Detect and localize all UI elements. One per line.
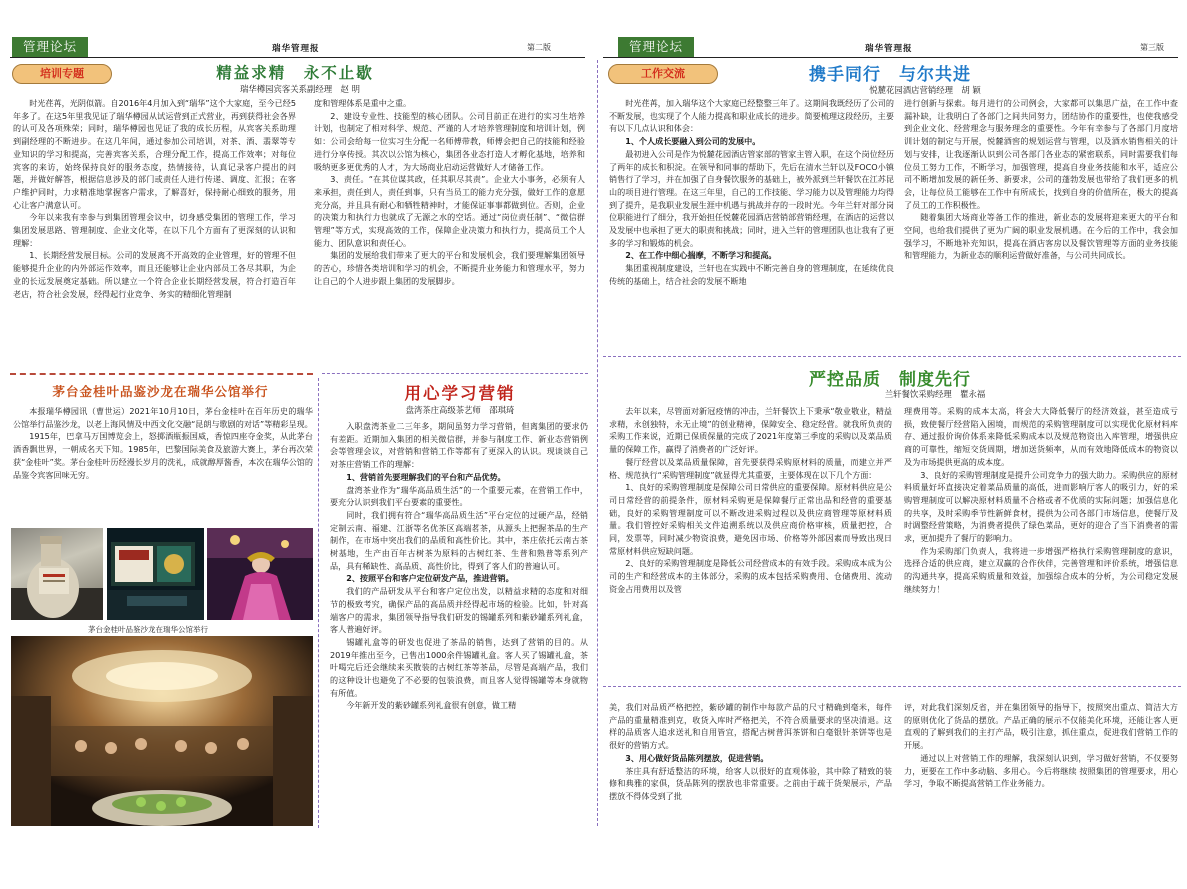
article2-bottom-divider	[603, 356, 1181, 357]
article4-top-divider	[322, 373, 588, 374]
article5-column-1	[609, 405, 892, 667]
photo-salon-hall	[11, 636, 313, 826]
paragraph: 进行创新与探索。每月进行的公司例会，大家都可以集思广益，在工作中查漏补缺，让我明白了各部门之间共同努力，团结协作的重要性，也使我感受到企业文化、经营理念与服务理念的重要性。今年有幸参与了各部门月度培训计划的制定与开展，悦麓酒窖的规划运营与管理，以及酒水销售相关的计划与安排，让我逐渐认识到公司各部门各业态的紧密联系，同时需要我们每位员工努力工作，不断学习，加强管理，提高自身业务技能和水平，适应公司不断增加发展的新任务、新要求，公司的蓬勃发展也带给了我们更多的机会，让每位员工能够在工作中有所成长，找到自身的价值所在，极大的提高了员工的工作积极性。	[904, 98, 1178, 210]
article1-title: 精益求精 永不止歇	[216, 64, 374, 82]
paragraph: 1、良好的采购管理制度是保障公司日常供应的重要保障。原材料供应是公司日常经营的前提条件，原材料采购更是保障餐厅正常出品和经营的重要基础，良好的采购管理制度可以不断改进采购过程以及供应商管理等原材料质量。我们管控好采购相关文件追溯系统以及供应商价格审核，质量把控，合同，发票等，同时减少物资浪费，避免因市场、价格等外部因素而导致出现日常原材料供应短缺问题。	[609, 482, 892, 556]
photo-opera-performer	[207, 528, 313, 620]
paragraph: 3、用心做好货品陈列摆放，促进营销。	[625, 752, 769, 763]
paragraph: 去年以来，尽管面对新冠疫情的冲击，兰轩餐饮上下秉承“敬业敬业，精益求精，永创独特，永无止境”的创业精神，保障安全、稳定经营。就我所负责的采购工作来说，近期已保质保量的完成了2021年度第三季度的采购以及菜品质量的保障工作，赢得了消费者的广泛好评。	[609, 406, 892, 455]
article2-title: 携手同行 与尔共进	[809, 65, 971, 85]
article1-column-2	[314, 97, 585, 367]
paragraph: 集团的发展给我们带来了更大的平台和发展机会，我们要理解集团领导的苦心，珍惜各类培训和学习的机会，不断提升业务能力和管理水平，努力让自己的个人进步跟上集团的发展脚步。	[314, 250, 585, 286]
article1-byline: 瑞华樽园宾客关系副经理 赵 明	[240, 84, 360, 94]
paragraph: 1、个人成长要融入到公司的发展中。	[625, 136, 761, 147]
paragraph: 盘湾茶业作为“瑞华高品质生活”的一个重要元素，在营销工作中，要充分认识到我们平台要素的重要性。	[330, 484, 588, 508]
paragraph: 1、长期经营发展目标。公司的发展离不开高效的企业管理，好的管理不但能够提升企业的内外部运作效率，而且还能够让企业内部员工各尽其职，为企业的长远发展奠定基础。所以建立一个符合企业长期经营发展，符合打造百年老店，符合社会发展，经得起行业竞争、务实的精细化管理制	[13, 250, 296, 299]
paragraph: 3、良好的采购管理制度是提升公司竞争力的强大助力。采购供应的原材料质量好坏直接决定着菜品质量的高低，进而影响厅客人的吸引力，好的采购管理制度可以解决原材料质量不合格或者不优质的实际问题；加强信息化的共享，及时采购季节性新鲜食材，提供为公司各部门市场信息，使餐厅及时调整经营策略，为消费者提供了绿色菜品，更好的迎合了当下消费者的需求，更加提升了餐厅的影响力。	[904, 469, 1178, 544]
paragraph: 随着集团大场商业等备工作的推进，新业态的发展将迎来更大的平台和空间，也给我们提供了更为广阔的职业发展机遇。在今后的工作中，我会加强学习，不断地补充知识，提高在酒店客房以及餐饮管理等方面的业务技能和管理能力，为新业态的顺利运营做好准备，与公司共同成长。	[904, 212, 1178, 261]
paragraph: 餐厅经营以及菜品质量保障，首先要获得采购原材料的质量，而建立并严格、规范执行“采购管理制度”就显得尤其重要，主要体现在以下几个方面：	[609, 456, 892, 480]
page-number-right: 第三版	[1140, 43, 1164, 52]
paragraph: 1、营销首先要理解我们的平台和产品优势。	[346, 471, 506, 482]
article3-article4-divider	[318, 378, 319, 828]
paragraph: 集团重视制度建设，兰轩也在实践中不断完善自身的管理制度，在延续优良传统的基础上，结合社会的发展不断地	[609, 263, 894, 286]
paragraph: 2、在工作中细心揣摩，不断学习和提高。	[625, 250, 777, 261]
paragraph: 时光荏苒，加入瑞华这个大家庭已经整整三年了。这期间我既经历了公司的不断发展，也实现了个人能力提高和职业成长的进步。简要梳理这段经历，主要有以下几点认识和体会：	[609, 98, 894, 134]
page-number-left: 第二版	[527, 43, 551, 52]
photo-liquor-bottle	[11, 528, 103, 620]
paragraph: 本报瑞华樽园讯（曹世运）2021年10月10日，茅台金桂叶在百年历史的瑞华公馆举行品鉴沙龙，以老上海风情及中西文化交融“昆朗与歌剧的对话”等精彩呈现。	[13, 406, 313, 429]
paragraph: 茶庄具有舒适整洁的环境，给客人以很好的直观体验，其中除了精致的装修和典雅的家俱，货品陈列的摆放也非常重要。之前由于疏于货架展示，产品摆放不得体受到了批	[609, 765, 892, 801]
article5-bottom-divider	[603, 686, 1181, 687]
paragraph: 美，我们对品质严格把控，紫砂罐的制作中每款产品的尺寸精确到毫米，每件产品的重量精准到克，收货入库时严格把关，不符合质量要求的坚决清退。这样的品质客人追求送礼和自用皆宜，搭配古树普洱茶饼和白毫银针茶饼等也是很好的营销方式。	[609, 702, 892, 751]
paragraph: 作为采购部门负责人，我将进一步增强严格执行采购管理制度的意识，选择合适的供应商，建立双赢的合作伙伴，完善管理和评价系统，增强信息的沟通共享，提高采购质量和效益，加强综合成本的分析，为公司稳定发展继续努力！	[904, 545, 1178, 594]
paragraph: 评，对此我们深刻反省，并在集团领导的指导下，按照突出重点、简洁大方的原则优化了货品的摆放。产品正确的展示不仅能美化环境，还能让客人更直观的了解到我们的主打产品，吸引注意，抓住重点，促进我们营销工作的开展。	[904, 702, 1178, 751]
article4-column-2	[609, 701, 892, 827]
article3-title: 茅台金桂叶品鉴沙龙在瑞华公馆举行	[52, 384, 269, 399]
photo-display-screen	[107, 528, 204, 620]
paragraph: 今年以来我有幸参与到集团管理会议中，切身感受集团的管理工作，学习集团发展思路、管理制度、企业文化等，在以下几个方面有了更深刻的认识和理解：	[13, 212, 296, 248]
section-logo-left: 管理论坛	[12, 37, 88, 57]
paragraph: 2、按照平台和客户定位研发产品，推进营销。	[346, 573, 514, 584]
article4-column-1	[330, 420, 588, 828]
paragraph: 锡罐礼盒等的研发也促进了茶品的销售，达到了营销的目的。从2019年推出至今，已售出1000余件锡罐礼盒。客人买了锡罐礼盒，茶叶喝完后还会继续来买散装的古树红茶等茶品，尽管是高端产品，我们的这种设计也避免了不必要的包装浪费，而且客人觉得锡罐等本身就物有所值。	[330, 636, 588, 698]
paragraph: 最初进入公司是作为悦麓花园酒店管家部的管家主管入职，在这个岗位经历了两年的成长和积淀。在领导和同事的帮助下，先后在清水兰轩以及FOCO小镇销售行了学习，并在加强了自身餐饮服务的基础上，被外派到兰轩餐饮在江苏昆山的项目进行管理。在这三年里，自己的工作技能、学习能力以及管理能力均得到了提升，是我职业发展生涯中机遇与挑战并存的一段时光。今年兰轩对部分岗位职能进行了细分，我开始担任悦麓花园酒店营销部营销经理，在酒店的运营以及发展中也承担了更大的职责和挑战；同时，进入兰轩的管理团队也让我有了更多的学习和锻炼的机会。	[609, 148, 894, 248]
paragraph: 3、责任。“在其位谋其政，任其职尽其责”。企业大小事务，必须有人来承担，责任到人，责任到事，只有当员工的能力充分强，做好工作的意愿充分高，并且具有耐心和牺牲精神时，才能保证事事都做到位。否则，企业的决策力和执行力也就成了无源之水的空话。通过“岗位责任制”、“微信群管理”等方式，实现高效的工作，保障企业决策力和执行力，提高员工个人能力、团队意识和责任心。	[314, 174, 585, 248]
page-divider	[597, 60, 598, 826]
section-tag-training: 培训专题	[12, 64, 112, 84]
paragraph: 理费用等。采购的成本太高，将会大大降低餐厅的经济效益，甚至造成亏损，致使餐厅经营陷入困境，而规范的采购管理制度可以实现优化原材料库存、通过报价询价体系来降低采购成本以及规范物资出入库管理，增强供应商的可靠性，缩短交货周期，增加送货频率，从而有效地降低成本的物资以及为市场提供更高的成本度。	[904, 406, 1178, 467]
paragraph: 通过以上对营销工作的理解，我深刻认识到，学习做好营销，不仅要努力，更要在工作中多动脑、多用心。今后将继续 按照集团的管理要求，用心学习，争取不断提高营销工作业务能力。	[904, 752, 1178, 789]
paragraph: 2、建设专业性、技能型的核心团队。公司目前正在进行的实习生培养计划，也制定了相对科学、规范、严谨的人才培养管理制度和培训计划，例如：公司会给每一位实习生分配一名师傅带教，师傅会把自己的技能和经验进行分享传授。其次以公馆为核心，集团各业态打造人才孵化基地，培养和吸纳更多更优秀的人才，为大场商业启动运营做好人才储备工作。	[314, 110, 585, 172]
header-rule-left	[10, 57, 585, 58]
paragraph: 入职盘湾茶业二三年多，期间虽努力学习营销，但离集团的要求仍有差距。近期加入集团的相关微信群，并参与制度工作、新业态营销例会等管理会议，对营销和营销工作等都有了更深入的认识。现谈谈自己对茶庄营销工作的理解：	[330, 421, 588, 470]
article2-byline: 悦麓花园酒店营销经理 胡 颖	[869, 85, 981, 95]
paragraph: 时光荏苒，光阴似箭。自2016年4月加入到“瑞华”这个大家庭，至今已经5年多了。在这5年里我见证了瑞华樽园从试运营到正式营业，再到获得社会各界的认可及各项殊荣；同时，瑞华樽园也见证了我的成长历程，从宾客关系助理到副经理的不断进步。在这几年间，通过参加公司培训，对茶、酒、翡翠等专业知识的学习和提高，完善宾客关系，合理分配工作，提高工作效率；对每位宾客的来访，始终保持良好的服务态度，热情接待，认真记录客户提出的问题，并做好解答，根据信息涉及的部门或责任人进行传递、调度、汇报；在客户维护同时，力求精准地掌握客户需求，了解喜好，保持耐心细致的服务，用心让客户满意认可。	[13, 98, 296, 210]
article4-column-3	[904, 701, 1178, 827]
article2-column-1	[609, 97, 894, 349]
article4-byline: 盘湾茶庄高级茶艺师 邵琪琦	[405, 405, 515, 415]
paper-name-left: 瑞华管理报	[272, 44, 320, 54]
article4-title: 用心学习营销	[404, 384, 516, 403]
article5-title: 严控品质 制度先行	[809, 370, 971, 390]
paper-name-right: 瑞华管理报	[865, 44, 913, 54]
article3-photo-caption: 茅台金桂叶品鉴沙龙在瑞华公馆举行	[88, 625, 208, 634]
paragraph: 1915年，巴拿马万国博览会上，怒掷酒瓶振国威，香惊四座夺金奖，从此茅台酒香飘世界，一朝成名天下知。1985年，巴黎国际美食及旅游大赛上，茅台再次荣获“金桂叶”奖。茅台金桂叶历经漫长岁月的洗礼，成就醇厚酱香，本次在瑞华公馆的品鉴令宾客回味无穷。	[13, 431, 313, 480]
article5-byline: 兰轩餐饮采购经理 瞿永福	[884, 389, 986, 399]
section-tag-work: 工作交流	[608, 64, 718, 84]
paragraph: 2、良好的采购管理制度是降低公司经营成本的有效手段。采购成本成为公司的生产和经营成本的主体部分，采购的成本包括采购费用、仓储费用、流动资金占用费用以及管	[609, 558, 892, 594]
article5-column-2	[904, 405, 1178, 667]
article3-body	[13, 405, 313, 519]
article2-column-2	[904, 97, 1178, 349]
paragraph: 度和管理体系是重中之重。	[314, 98, 412, 108]
article1-column-1	[13, 97, 296, 367]
section-logo-right: 管理论坛	[618, 37, 694, 57]
header-rule-right	[603, 57, 1178, 58]
paragraph: 我们的产品研发从平台和客户定位出发，以精益求精的态度和对细节的极致考究，确保产品的高品质并经得起市场的检验。比如，针对高端客户的需求，集团领导指导我们研发的锡罐系列和紫砂罐系列礼盒，客人普遍好评。	[330, 586, 588, 635]
article3-top-divider	[10, 373, 313, 375]
paragraph: 同时，我们拥有符合“瑞华高品质生活”平台定位的过硬产品，经销定制云南、福建、江浙等名优茶区高端茗茶，从源头上把握茶品的生产制作，在市场中突出我们的品质和高性价比。其中，茶庄依托云南古茶树基地，生产由百年古树茶为原料的古树红茶、生普和熟普等系列产品，具有稀缺性、高品质、高性价比，得到了客人们的普遍认可。	[330, 509, 588, 571]
paragraph: 今年新开发的紫砂罐系列礼盒很有创意，做工精	[346, 700, 517, 711]
